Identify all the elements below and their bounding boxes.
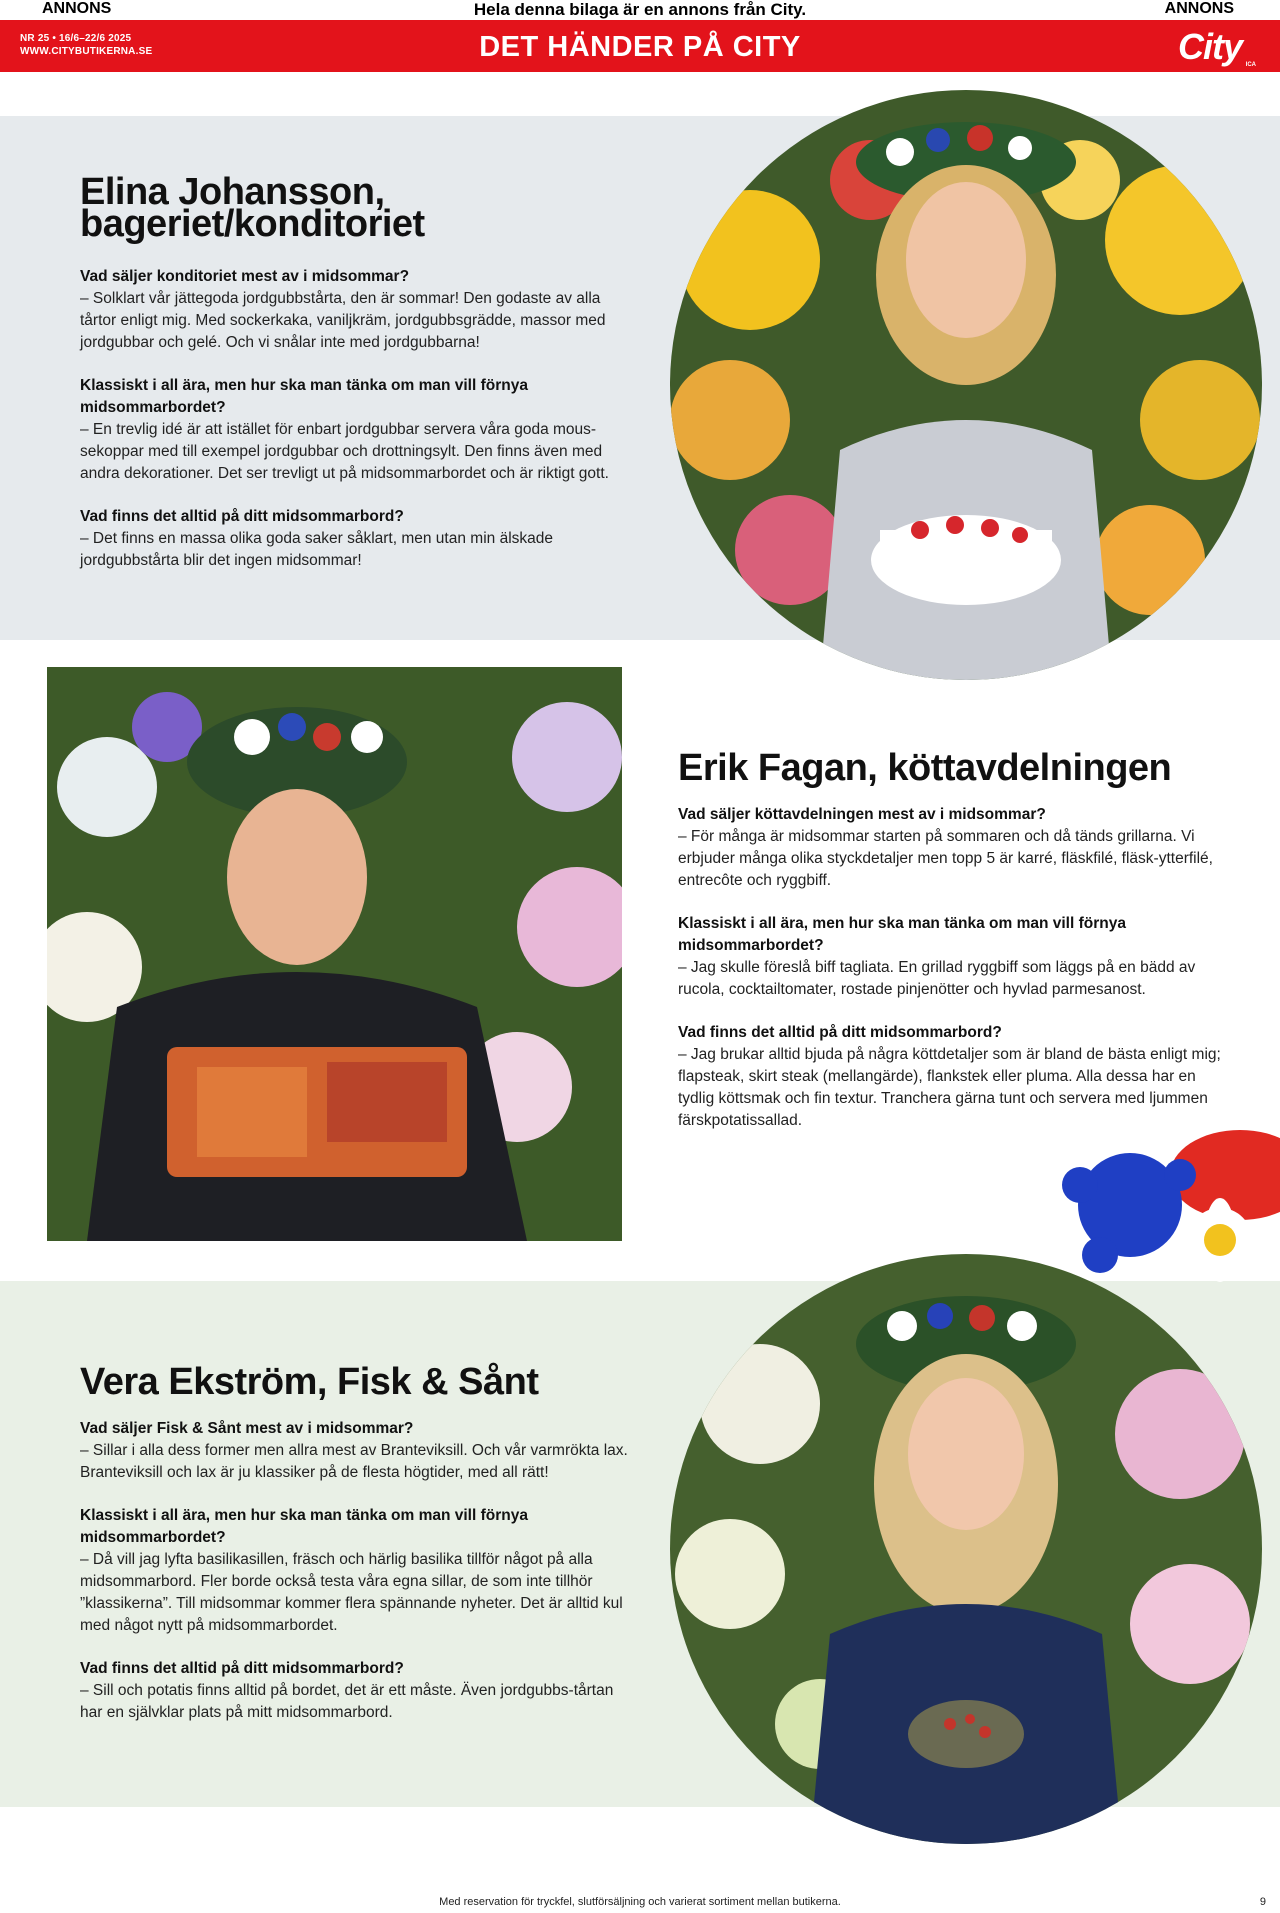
- qa-block: [678, 804, 1228, 1132]
- interview-title: Erik Fagan, köttavdelningen: [678, 747, 1172, 789]
- page-number: 9: [1259, 1896, 1266, 1908]
- answer: – Jag brukar alltid bjuda på några köttdetaljer som är bland de bästa enligt mig; flapsteak, skirt steak (mellangärde), flankstek eller pluma. Alla dessa har en tydlig köttsmak och fin textur. Tranchera gärna tunt och servera med ljummen färskpotatissallad.: [678, 1046, 1221, 1129]
- top-notice-bar: [0, 0, 1280, 20]
- logo-ica-mark: ICA: [1245, 62, 1256, 68]
- answer: – Sillar i alla dess former men allra mest av Branteviksill. Och vår varmrökta lax. Branteviksill och lax är ju klassiker på de flesta högtider, med all rätt!: [80, 1442, 628, 1481]
- question: Vad finns det alltid på ditt midsommarbord?: [80, 508, 404, 525]
- qa-block: [80, 1418, 640, 1724]
- question: Vad finns det alltid på ditt midsommarbord?: [80, 1660, 404, 1677]
- masthead: [0, 20, 1280, 72]
- interview-title: [80, 171, 640, 245]
- interview-vera: [80, 1361, 640, 1724]
- annons-label-left: ANNONS: [42, 0, 112, 17]
- interview-erik: [678, 747, 1228, 1132]
- logo-wordmark: City: [1178, 26, 1243, 67]
- question: Vad säljer Fisk & Sånt mest av i midsommar?: [80, 1420, 414, 1437]
- answer: – Det finns en massa olika goda saker såklart, men utan min älskade jordgubbstårta blir det ingen midsommar!: [80, 530, 553, 569]
- advertiser-notice: Hela denna bilaga är en annons från City.: [473, 0, 807, 19]
- question: Klassiskt i all ära, men hur ska man tänka om man vill förnya midsommarbordet?: [678, 915, 1126, 954]
- interview-elina: [80, 171, 640, 572]
- qa-block: [80, 266, 640, 572]
- question: Klassiskt i all ära, men hur ska man tänka om man vill förnya midsommarbordet?: [80, 377, 528, 416]
- photo-erik-with-meat: [47, 667, 622, 1241]
- city-logo: [1178, 26, 1258, 68]
- answer: – Solklart vår jättegoda jordgubbstårta, den är sommar! Den godaste av alla tårtor enligt mig. Med sockerkaka, vaniljkräm, jordgubbsgrädde, massor med jordgubbar och gelé. Och vi snålar inte med jordgubbarna!: [80, 290, 606, 351]
- footer-disclaimer: Med reservation för tryckfel, slutförsäljning och varierat sortiment mellan butikerna.: [439, 1896, 841, 1908]
- answer: – En trevlig idé är att istället för enbart jordgubbar servera våra goda mous-sekoppar med till exempel jordgubbar och drottningsylt. Den finns även med andra dekorationer. Det ser trevligt ut på midsommarbordet och är riktigt gott.: [80, 421, 609, 482]
- issue-number: NR 25 • 16/6–22/6 2025: [20, 33, 132, 44]
- photo-elina-with-cake: [670, 90, 1262, 680]
- title-line-1: Elina Johansson,: [80, 171, 385, 213]
- page-headline: DET HÄNDER PÅ CITY: [479, 31, 801, 63]
- question: Vad säljer köttavdelningen mest av i midsommar?: [678, 806, 1046, 823]
- question: Vad säljer konditoriet mest av i midsommar?: [80, 268, 410, 285]
- question: Klassiskt i all ära, men hur ska man tänka om man vill förnya midsommarbordet?: [80, 1507, 528, 1546]
- annons-label-right: ANNONS: [1164, 0, 1234, 17]
- answer: – Sill och potatis finns alltid på bordet, det är ett måste. Även jordgubbs-tårtan har en självklar plats på mitt midsommarbord.: [80, 1682, 614, 1721]
- interview-title: Vera Ekström, Fisk & Sånt: [80, 1361, 539, 1403]
- title-line-2: bageriet/konditoriet: [80, 203, 425, 245]
- photo-vera-with-herring: [670, 1254, 1262, 1844]
- answer: – Då vill jag lyfta basilikasillen, fräsch och härlig basilika tillför något på alla midsommarbord. Fler borde också testa våra egna sillar, de som inte tillhör ”klassikerna”. Till midsommar kommer flera spännande nyheter. Det är alltid kul med något nytt på midsommarbordet.: [80, 1551, 623, 1634]
- question: Vad finns det alltid på ditt midsommarbord?: [678, 1024, 1002, 1041]
- website-url: WWW.CITYBUTIKERNA.SE: [20, 46, 153, 57]
- answer: – För många är midsommar starten på sommaren och då tänds grillarna. Vi erbjuder många olika styckdetaljer men topp 5 är karré, fläskfilé, fläsk-ytterfilé, entrecôte och ryggbiff.: [678, 828, 1213, 889]
- answer: – Jag skulle föreslå biff tagliata. En grillad ryggbiff som läggs på en bädd av rucola, cocktailtomater, rostade pinjenötter och hyvlad parmesanost.: [678, 959, 1196, 998]
